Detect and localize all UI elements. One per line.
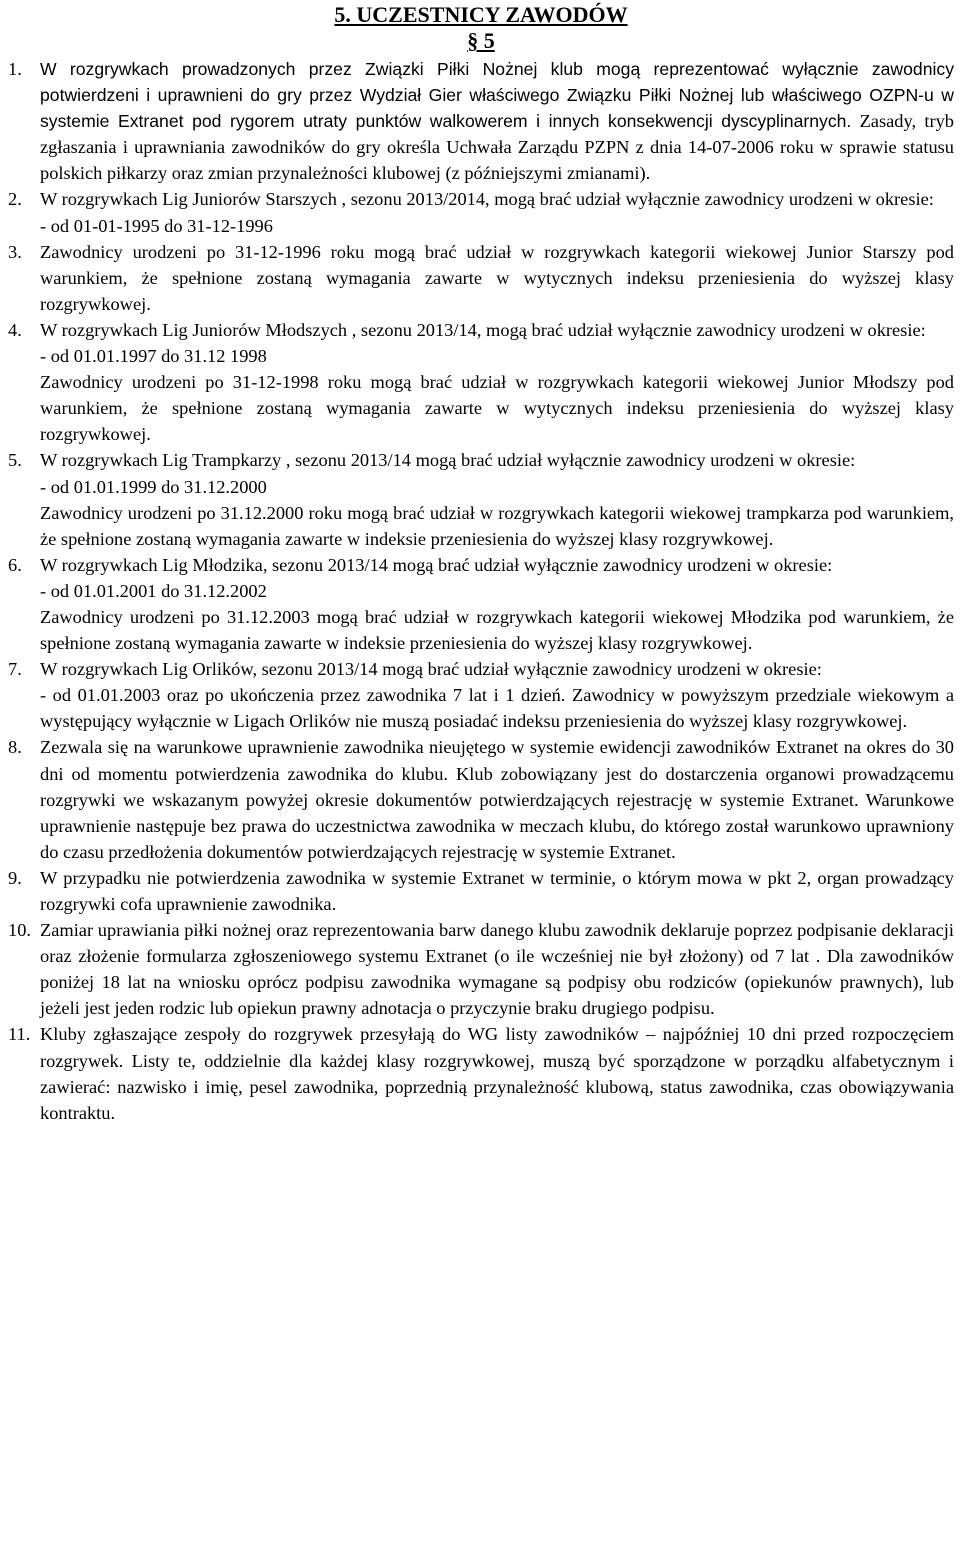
rule-item-4 — [8, 317, 954, 447]
rule-item-9 — [8, 865, 954, 917]
chapter-heading: 5. UCZESTNICY ZAWODÓW — [334, 2, 628, 27]
rule-number: 2. — [8, 189, 22, 210]
rule-text: Zawodnicy urodzeni po 31-12-1996 roku mogą brać udział w rozgrywkach kategorii wiekowej Junior Starszy pod warunkiem, że spełnione zostaną wymagania zawarte w wytycznych indeksu przeniesienia do wyższej klasy rozgrywkowej. — [40, 241, 954, 314]
rule-content — [40, 186, 954, 238]
document-page — [0, 2, 960, 1556]
section-number — [8, 28, 954, 56]
rule-note: Zawodnicy urodzeni po 31.12.2003 mogą brać udział w rozgrywkach kategorii wiekowej Młodzika pod warunkiem, że spełnione zostaną wymagania zawarte w indeksie przeniesienia do wyższej klasy rozgrywkowej. — [40, 606, 954, 654]
rule-number: 8. — [8, 737, 22, 758]
rules-list — [8, 56, 954, 1126]
birth-date-range: - od 01.01.2001 do 31.12.2002 — [40, 580, 267, 601]
rule-item-10 — [8, 917, 954, 1021]
rule-content — [40, 56, 954, 186]
rule-number: 6. — [8, 554, 22, 575]
rule-content — [40, 1021, 954, 1125]
rule-item-11 — [8, 1021, 954, 1125]
birth-date-range: - od 01.01.1997 do 31.12 1998 — [40, 346, 267, 367]
rule-content — [40, 656, 954, 734]
rule-item-5 — [8, 447, 954, 551]
rule-text: W rozgrywkach Lig Juniorów Młodszych , sezonu 2013/14, mogą brać udział wyłącznie zawodnicy urodzeni w okresie: — [40, 319, 926, 340]
rule-text: Kluby zgłaszające zespoły do rozgrywek przesyłają do WG listy zawodników – najpóźniej 10 dni przed rozpoczęciem rozgrywek. Listy te, oddzielnie dla każdej klasy rozgrywkowej, muszą być sporządzone w porządku alfabetycznym i zawierać: nazwisko i imię, pesel zawodnika, poprzednią przynależność klubową, status zawodnika, czas obowiązywania kontraktu. — [40, 1024, 954, 1123]
rule-text: W rozgrywkach Lig Młodzika, sezonu 2013/14 mogą brać udział wyłącznie zawodnicy urodzeni w okresie: — [40, 554, 833, 575]
rule-note: Zawodnicy urodzeni po 31.12.2000 roku mogą brać udział w rozgrywkach kategorii wiekowej trampkarza pod warunkiem, że spełnione zostaną wymagania zawarte w indeksie przeniesienia do wyższej klasy rozgrywkowej. — [40, 502, 954, 549]
rule-content — [40, 239, 954, 317]
rule-content — [40, 865, 954, 917]
rule-content — [40, 917, 954, 1021]
rule-content — [40, 447, 954, 551]
rule-number: 7. — [8, 659, 22, 680]
rule-text — [40, 56, 954, 186]
rule-text-serif: Zasady, tryb zgłaszania i uprawniania zawodników do gry określa Uchwała Zarządu PZPN z dnia 14-07-2006 roku w sprawie statusu polskich piłkarzy oraz zmian przynależności klubowej (z późniejszymi zmianami). — [40, 111, 954, 184]
rule-number: 1. — [8, 59, 22, 79]
rule-item-1 — [8, 56, 954, 186]
rule-number: 11. — [8, 1024, 31, 1045]
rule-item-6 — [8, 552, 954, 656]
rule-text: Zamiar uprawiania piłki nożnej oraz reprezentowania barw danego klubu zawodnik deklaruje poprzez podpisanie deklaracji oraz złożenie formularza zgłoszeniowego systemu Extranet (o ile wcześniej nie był złożony) od 7 lat . Dla zawodników poniżej 18 lat na wniosku oprócz podpisu zawodnika wymagane są podpisy obu rodziców (opiekunów prawnych), lub jeżeli jest jeden rodzic lub opiekun prawny adnotacja o przyczynie braku drugiego podpisu. — [40, 920, 954, 1019]
rule-number: 9. — [8, 867, 22, 888]
birth-date-range: - od 01.01.2003 oraz po ukończenia przez zawodnika 7 lat i 1 dzień. Zawodnicy w powyższym przedziale wiekowym a występujący wyłącznie w Ligach Orlików nie muszą posiadać indeksu przeniesienia do wyższej klasy rozgrywkowej. — [40, 685, 954, 732]
rule-text: W rozgrywkach Lig Juniorów Starszych , sezonu 2013/2014, mogą brać udział wyłącznie zawodnicy urodzeni w okresie: — [40, 189, 934, 210]
rule-number: 3. — [8, 241, 22, 262]
birth-date-range: - od 01.01.1999 do 31.12.2000 — [40, 476, 267, 497]
section-label: § 5 — [467, 28, 495, 53]
rule-number: 5. — [8, 450, 22, 471]
rule-item-2 — [8, 186, 954, 238]
rule-number: 4. — [8, 319, 22, 340]
rule-text-sans: W rozgrywkach prowadzonych przez Związki Piłki Nożnej klub mogą reprezentować wyłącznie zawodnicy potwierdzeni i uprawnieni do gry przez Wydział Gier właściwego Związku Piłki Nożnej lub właściwego OZPN-u w systemie Extranet pod rygorem utraty punktów walkowerem i innych konsekwencji dyscyplinarnych. — [40, 59, 954, 132]
rule-text: W rozgrywkach Lig Orlików, sezonu 2013/14 mogą brać udział wyłącznie zawodnicy urodzeni w okresie: — [40, 659, 822, 680]
rule-content — [40, 734, 954, 864]
rule-item-3 — [8, 239, 954, 317]
birth-date-range: - od 01-01-1995 do 31-12-1996 — [40, 215, 273, 236]
rule-content — [40, 552, 954, 656]
rule-item-7 — [8, 656, 954, 734]
rule-content — [40, 317, 954, 447]
rule-text: Zezwala się na warunkowe uprawnienie zawodnika nieujętego w systemie ewidencji zawodników Extranet na okres do 30 dni od momentu potwierdzenia zawodnika do klubu. Klub zobowiązany jest do dostarczenia organowi prowadzącemu rozgrywki we wskazanym powyżej okresie dokumentów potwierdzających rejestrację w systemie Extranet. Warunkowe uprawnienie następuje bez prawa do uczestnictwa zawodnika w meczach klubu, do którego został warunkowo uprawniony do czasu przedłożenia dokumentów potwierdzających rejestrację w systemie Extranet. — [40, 737, 954, 862]
rule-number: 10. — [8, 920, 31, 941]
rule-item-8 — [8, 734, 954, 864]
rule-note: Zawodnicy urodzeni po 31-12-1998 roku mogą brać udział w rozgrywkach kategorii wiekowej Junior Młodszy pod warunkiem, że spełnione zostaną wymagania zawarte w wytycznych indeksu przeniesienia do wyższej klasy rozgrywkowej. — [40, 372, 954, 445]
rule-text: W rozgrywkach Lig Trampkarzy , sezonu 2013/14 mogą brać udział wyłącznie zawodnicy urodzeni w okresie: — [40, 450, 856, 471]
rule-text: W przypadku nie potwierdzenia zawodnika w systemie Extranet w terminie, o którym mowa w pkt 2, organ prowadzący rozgrywki cofa uprawnienie zawodnika. — [40, 867, 954, 914]
